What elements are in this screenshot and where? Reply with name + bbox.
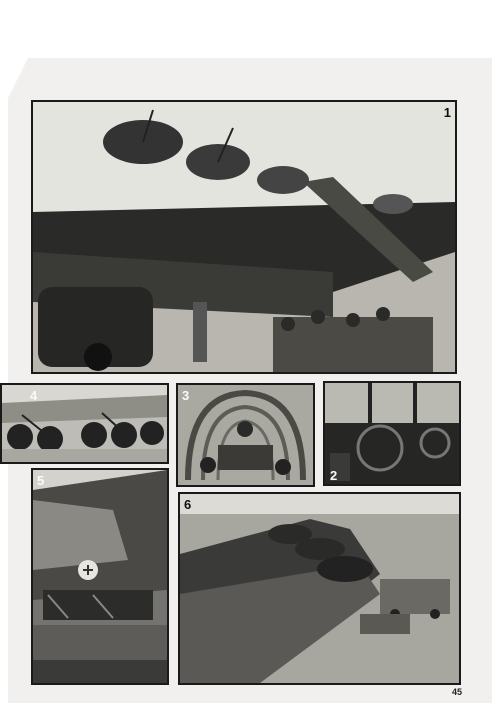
photo-number-5: 5 [37, 473, 45, 488]
photo-1 [31, 100, 457, 374]
page-number: 45 [451, 687, 462, 697]
photo-number-4: 4 [30, 388, 38, 403]
photo-5-image [33, 470, 167, 683]
photo-number-2: 2 [330, 468, 338, 483]
photo-3 [176, 383, 315, 487]
photo-3-image [178, 385, 313, 485]
photo-1-image [33, 102, 455, 372]
photo-2-image [325, 383, 459, 484]
photo-2 [323, 381, 461, 486]
photo-4-image [2, 385, 167, 462]
photo-6 [178, 492, 461, 685]
photo-4 [0, 383, 169, 464]
photo-5 [31, 468, 169, 685]
photo-6-image [180, 494, 459, 683]
photo-number-3: 3 [182, 388, 190, 403]
photo-number-1: 1 [443, 105, 451, 120]
photo-number-6: 6 [184, 497, 192, 512]
